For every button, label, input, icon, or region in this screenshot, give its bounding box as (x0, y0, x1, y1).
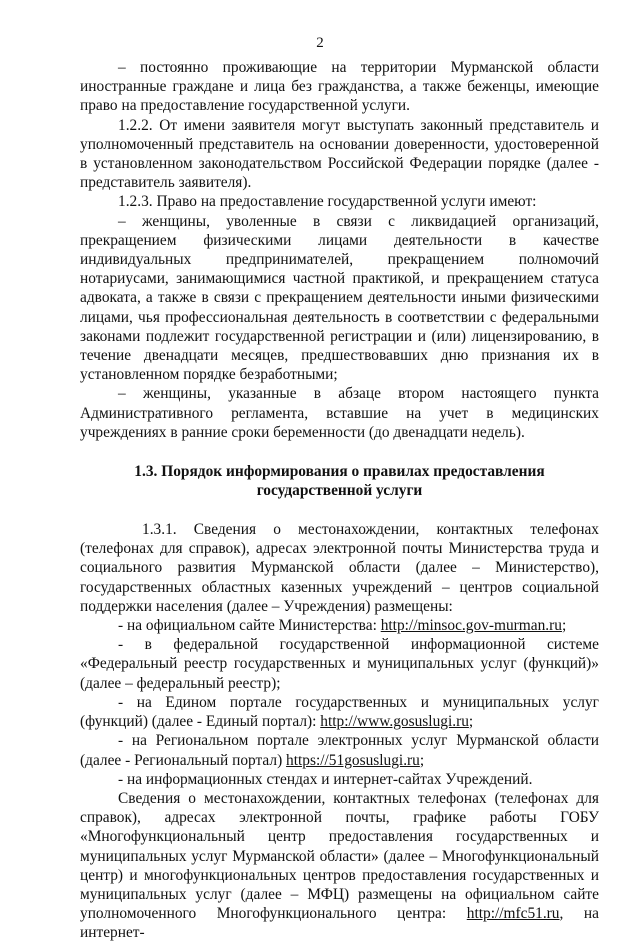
unified-portal-link[interactable]: http://www.gosuslugi.ru (320, 713, 469, 731)
regional-portal-text: - на Региональном портале электронных услуг Мурманской области (далее - Региональный портал) (80, 732, 599, 769)
page-number: 2 (316, 35, 324, 51)
ministry-site-end: ; (561, 617, 567, 635)
paragraph-foreign-citizens: – постоянно проживающие на территории Мурманской области иностранные граждане и лица без гражданства, а также беженцы, имеющие право на предоставление государственной услуги. (80, 59, 599, 115)
paragraph-1-2-3: 1.2.3. Право на предоставление государственной услуги имеют: (118, 193, 537, 211)
mfc-info-end: , на интернет- (80, 905, 600, 942)
paragraph-unified-portal (80, 693, 599, 731)
paragraph-1-3-1: 1.3.1. Сведения о местонахождении, контактных телефонах (телефонах для справок), адресах электронной почты Министерства труда и социального развития Мурманской области (далее – Министерство), государственных областных казенных учреждений – центров социальной поддержки населения (далее – Учреждения) размещены: (80, 521, 599, 615)
unified-portal-text: - на Едином портале государственных и муниципальных услуг (функций) (далее - Единый портал): (80, 693, 599, 731)
paragraph-ministry-site (80, 616, 599, 635)
paragraph-pregnant-women: – женщины, указанные в абзаце втором настоящего пункта Административного регламента, вставшие на учет в медицинских учреждениях в ранние сроки беременности (до двенадцати недель). (80, 385, 599, 441)
paragraph-dismissed-women: – женщины, уволенные в связи с ликвидацией организаций, прекращением физическими лицами деятельности в качестве индивидуальных предпринимателей, прекращением полномочий нотариусами, занимающимися частной практикой, и прекращением статуса адвоката, а также в связи с прекращением деятельности иными физическими лицами, чья профессиональная деятельность в соответствии с федеральными законами подлежит государственной регистрации и (или) лицензированию, в течение двенадцати месяцев, предшествовавших дню признания их в установленном порядке безработными; (80, 212, 599, 384)
paragraph-1-2-2: 1.2.2. От имени заявителя могут выступать законный представитель и уполномоченный представитель на основании доверенности, удостоверенной в установленном законодательством Российской Федерации порядке (далее - представитель заявителя). (80, 116, 599, 192)
regional-portal-end: ; (419, 751, 425, 769)
document-body (80, 58, 599, 943)
ministry-site-text: - на официальном сайте Министерства: (118, 617, 381, 635)
paragraph-mfc-info (80, 789, 599, 943)
unified-portal-end: ; (468, 713, 474, 731)
paragraph-stands: - на информационных стендах и интернет-сайтах Учреждений. (118, 770, 533, 788)
mfc-info-text: Сведения о местонахождении, контактных телефонах (телефонах для справок), адресах электронной почты, графике работы ГОБУ «Многофункциональный центр предоставления государственных и муниципальных услуг Мурманской области» (далее – Многофункциональный центр) и многофункциональных центров предоставления государственных и муниципальных услуг (далее – МФЦ) размещены на официальном сайте уполномоченного Многофункционального центра: (80, 789, 599, 923)
ministry-site-link[interactable]: http://minsoc.gov-murman.ru (380, 617, 562, 635)
mfc-site-link[interactable]: http://mfc51.ru (466, 905, 560, 923)
section-heading-1-3: 1.3. Порядок информирования о правилах предоставления государственной услуги (134, 463, 545, 500)
paragraph-federal-registry: - в федеральной государственной информационной системе «Федеральный реестр государственных и муниципальных услуг (функций)» (далее – федеральный реестр); (80, 636, 599, 692)
regional-portal-link[interactable]: https://51gosuslugi.ru (286, 751, 420, 769)
paragraph-regional-portal (80, 731, 599, 769)
